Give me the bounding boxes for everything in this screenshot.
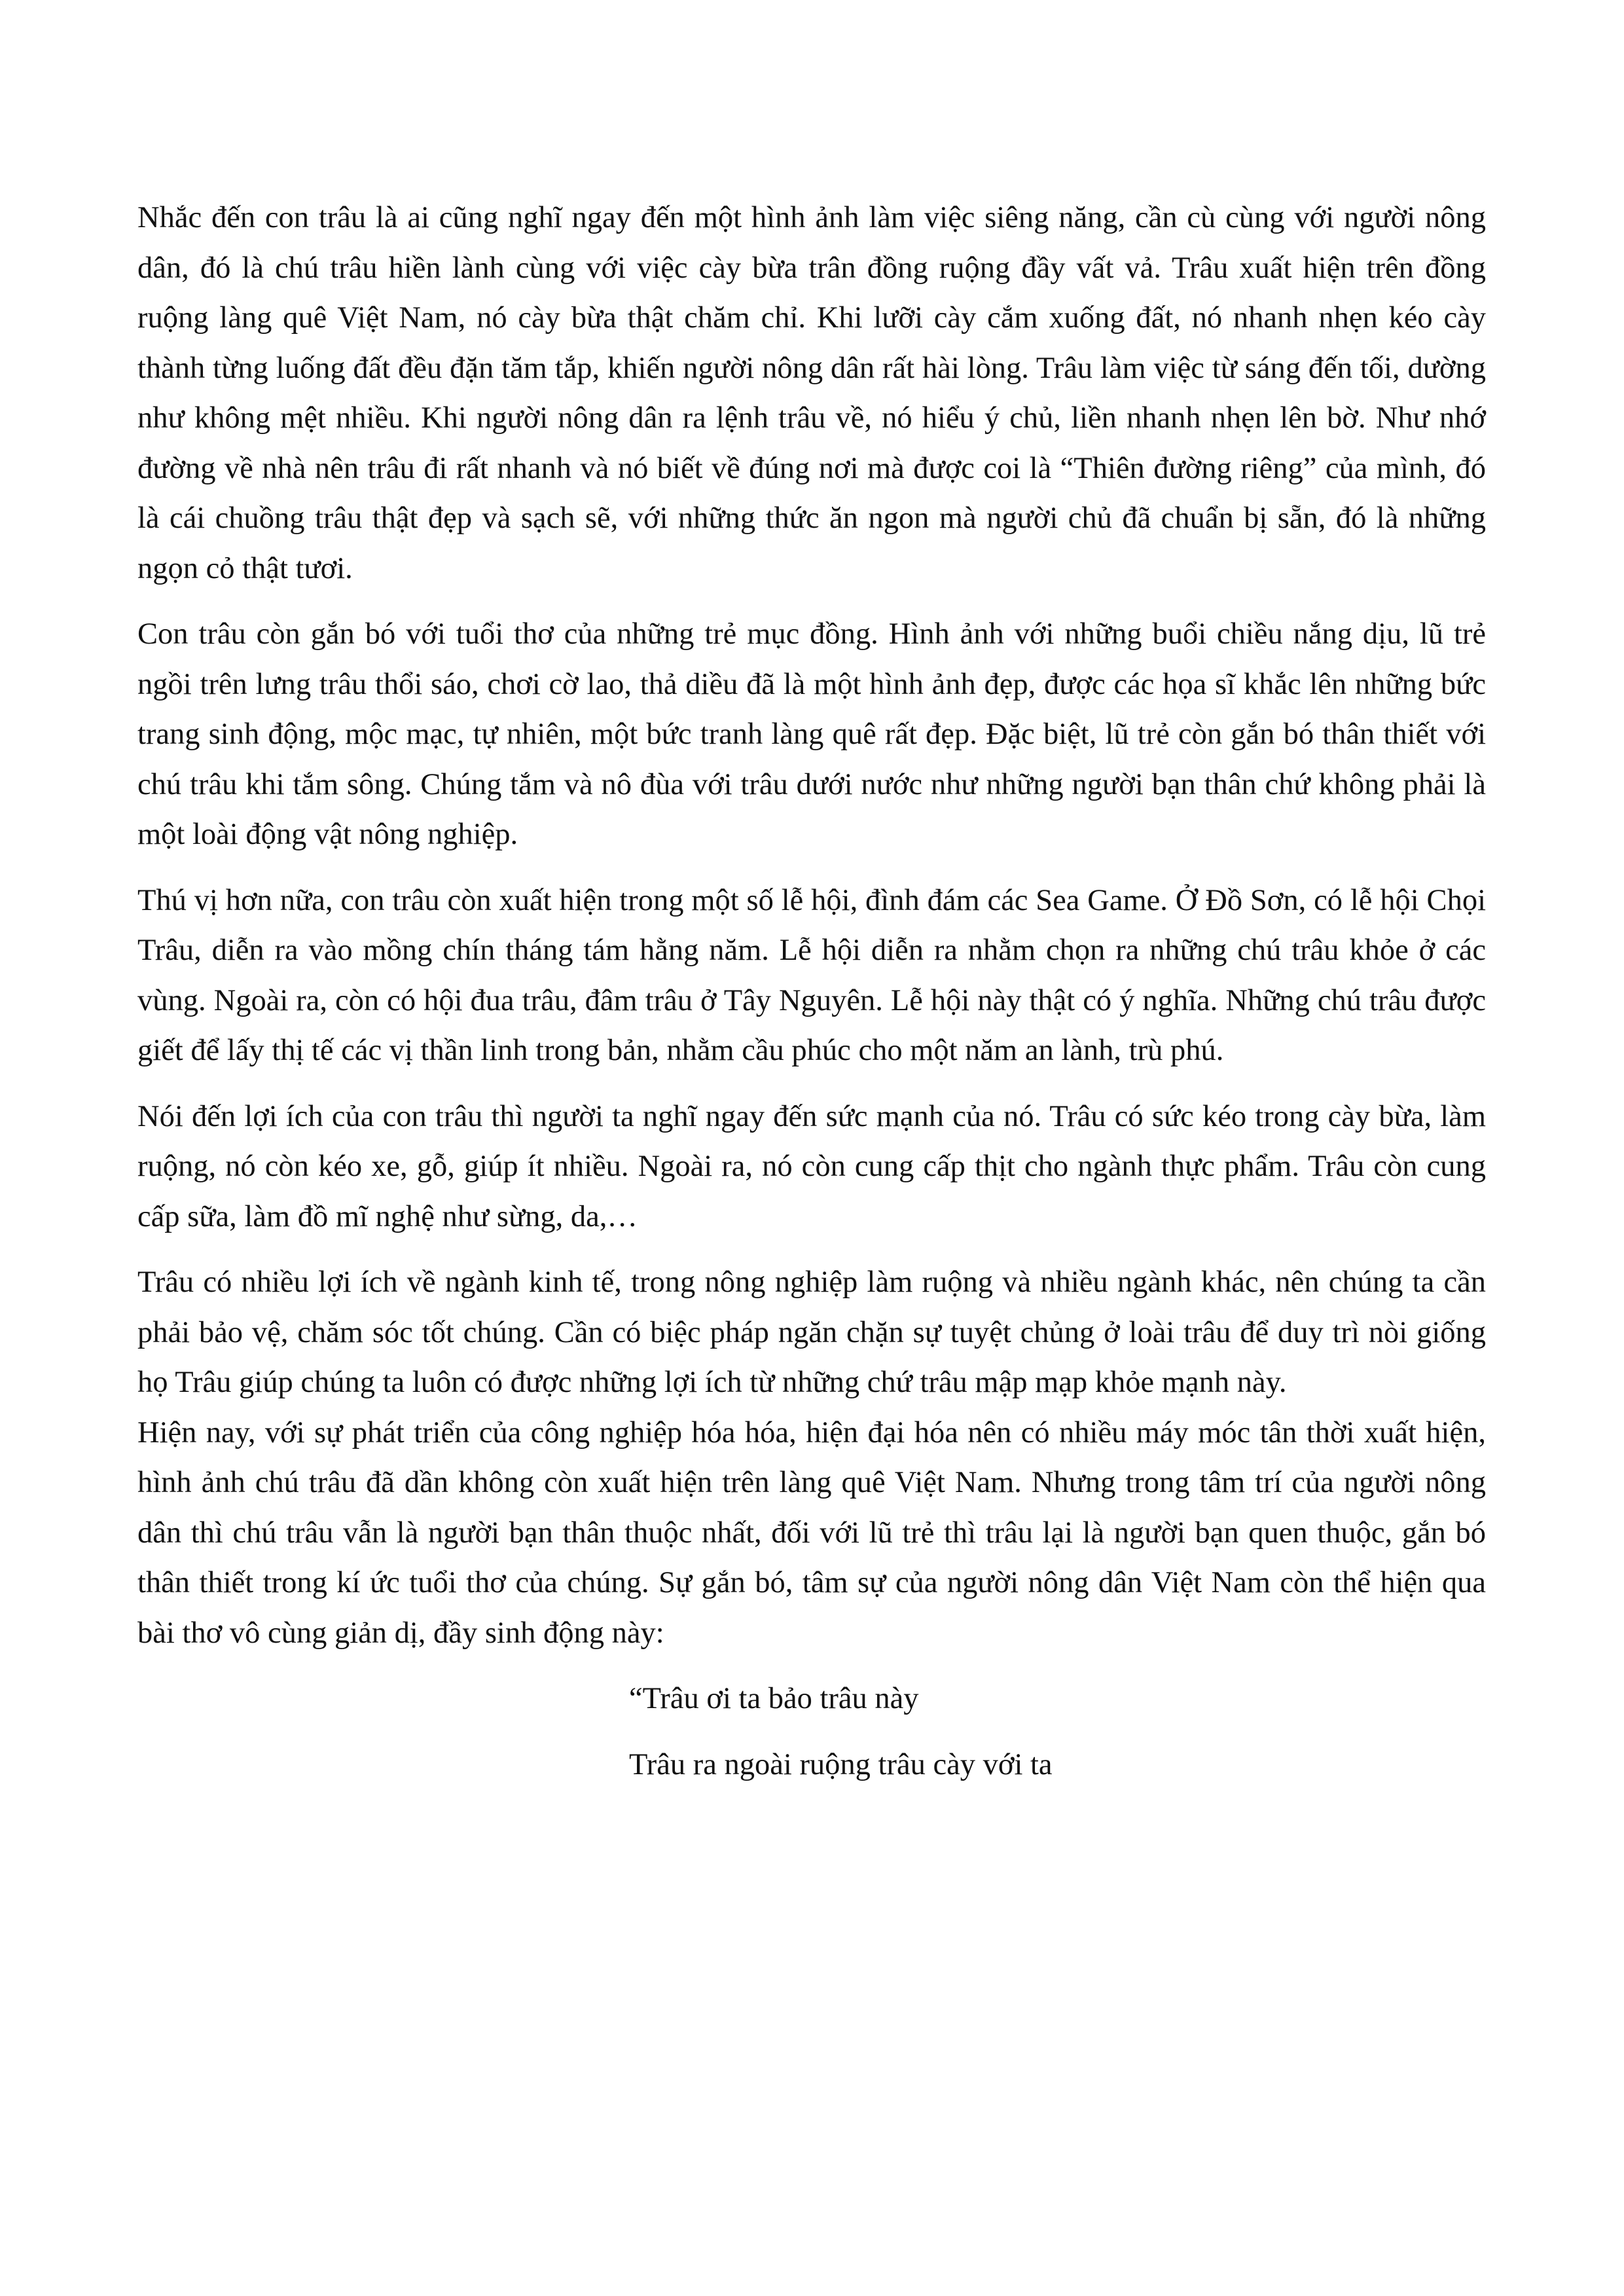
poem-line-1: “Trâu ơi ta bảo trâu này — [629, 1682, 919, 1715]
paragraph-2: Con trâu còn gắn bó với tuổi thơ của những trẻ mục đồng. Hình ảnh với những buổi chiều nắng dịu, lũ trẻ ngồi trên lưng trâu thổi sáo, chơi cờ lao, thả diều đã là một hình ảnh đẹp, được các họa sĩ khắc lên những bức trang sinh động, mộc mạc, tự nhiên, một bức tranh làng quê rất đẹp. Đặc biệt, lũ trẻ còn gắn bó thân thiết với chú trâu khi tắm sông. Chúng tắm và nô đùa với trâu dưới nước như những người bạn thân chứ không phải là một loài động vật nông nghiệp. — [137, 617, 1486, 851]
paragraph-3: Thú vị hơn nữa, con trâu còn xuất hiện trong một số lễ hội, đình đám các Sea Game. Ở Đồ Sơn, có lễ hội Chọi Trâu, diễn ra vào mồng chín tháng tám hằng năm. Lễ hội diễn ra nhằm chọn ra những chú trâu khỏe ở các vùng. Ngoài ra, còn có hội đua trâu, đâm trâu ở Tây Nguyên. Lễ hội này thật có ý nghĩa. Những chú trâu được giết để lấy thị tế các vị thần linh trong bản, nhằm cầu phúc cho một năm an lành, trù phú. — [137, 883, 1486, 1067]
poem-quote — [137, 1674, 1486, 1790]
paragraph-5: Trâu có nhiều lợi ích về ngành kinh tế, trong nông nghiệp làm ruộng và nhiều ngành khác, nên chúng ta cần phải bảo vệ, chăm sóc tốt chúng. Cần có biệc pháp ngăn chặn sự tuyệt chủng ở loài trâu để duy trì nòi giống họ Trâu giúp chúng ta luôn có được những lợi ích từ những chứ trâu mập mạp khỏe mạnh này. — [137, 1266, 1486, 1399]
paragraph-6: Hiện nay, với sự phát triển của công nghiệp hóa hóa, hiện đại hóa nên có nhiều máy móc tân thời xuất hiện, hình ảnh chú trâu đã dần không còn xuất hiện trên làng quê Việt Nam. Nhưng trong tâm trí của người nông dân thì chú trâu vẫn là người bạn thân thuộc nhất, đối với lũ trẻ thì trâu lại là người bạn quen thuộc, gắn bó thân thiết trong kí ức tuổi thơ của chúng. Sự gắn bó, tâm sự của người nông dân Việt Nam còn thể hiện qua bài thơ vô cùng giản dị, đầy sinh động này: — [137, 1415, 1486, 1650]
poem-line-2: Trâu ra ngoài ruộng trâu cày với ta — [629, 1747, 1053, 1781]
paragraph-1: Nhắc đến con trâu là ai cũng nghĩ ngay đến một hình ảnh làm việc siêng năng, cần cù cùng với người nông dân, đó là chú trâu hiền lành cùng với việc cày bừa trân đồng ruộng đầy vất vả. Trâu xuất hiện trên đồng ruộng làng quê Việt Nam, nó cày bừa thật chăm chỉ. Khi lưỡi cày cắm xuống đất, nó nhanh nhẹn kéo cày thành từng luống đất đều đặn tăm tắp, khiến người nông dân rất hài lòng. Trâu làm việc từ sáng đến tối, dường như không mệt nhiều. Khi người nông dân ra lệnh trâu về, nó hiểu ý chủ, liền nhanh nhẹn lên bờ. Như nhớ đường về nhà nên trâu đi rất nhanh và nó biết về đúng nơi mà được coi là “Thiên đường riêng” của mình, đó là cái chuồng trâu thật đẹp và sạch sẽ, với những thức ăn ngon mà người chủ đã chuẩn bị sẵn, đó là những ngọn cỏ thật tươi. — [137, 201, 1486, 585]
document-body — [137, 193, 1486, 1806]
paragraph-4: Nói đến lợi ích của con trâu thì người ta nghĩ ngay đến sức mạnh của nó. Trâu có sức kéo trong cày bừa, làm ruộng, nó còn kéo xe, gỗ, giúp ít nhiều. Ngoài ra, nó còn cung cấp thịt cho ngành thực phẩm. Trâu còn cung cấp sữa, làm đồ mĩ nghệ như sừng, da,… — [137, 1099, 1486, 1233]
